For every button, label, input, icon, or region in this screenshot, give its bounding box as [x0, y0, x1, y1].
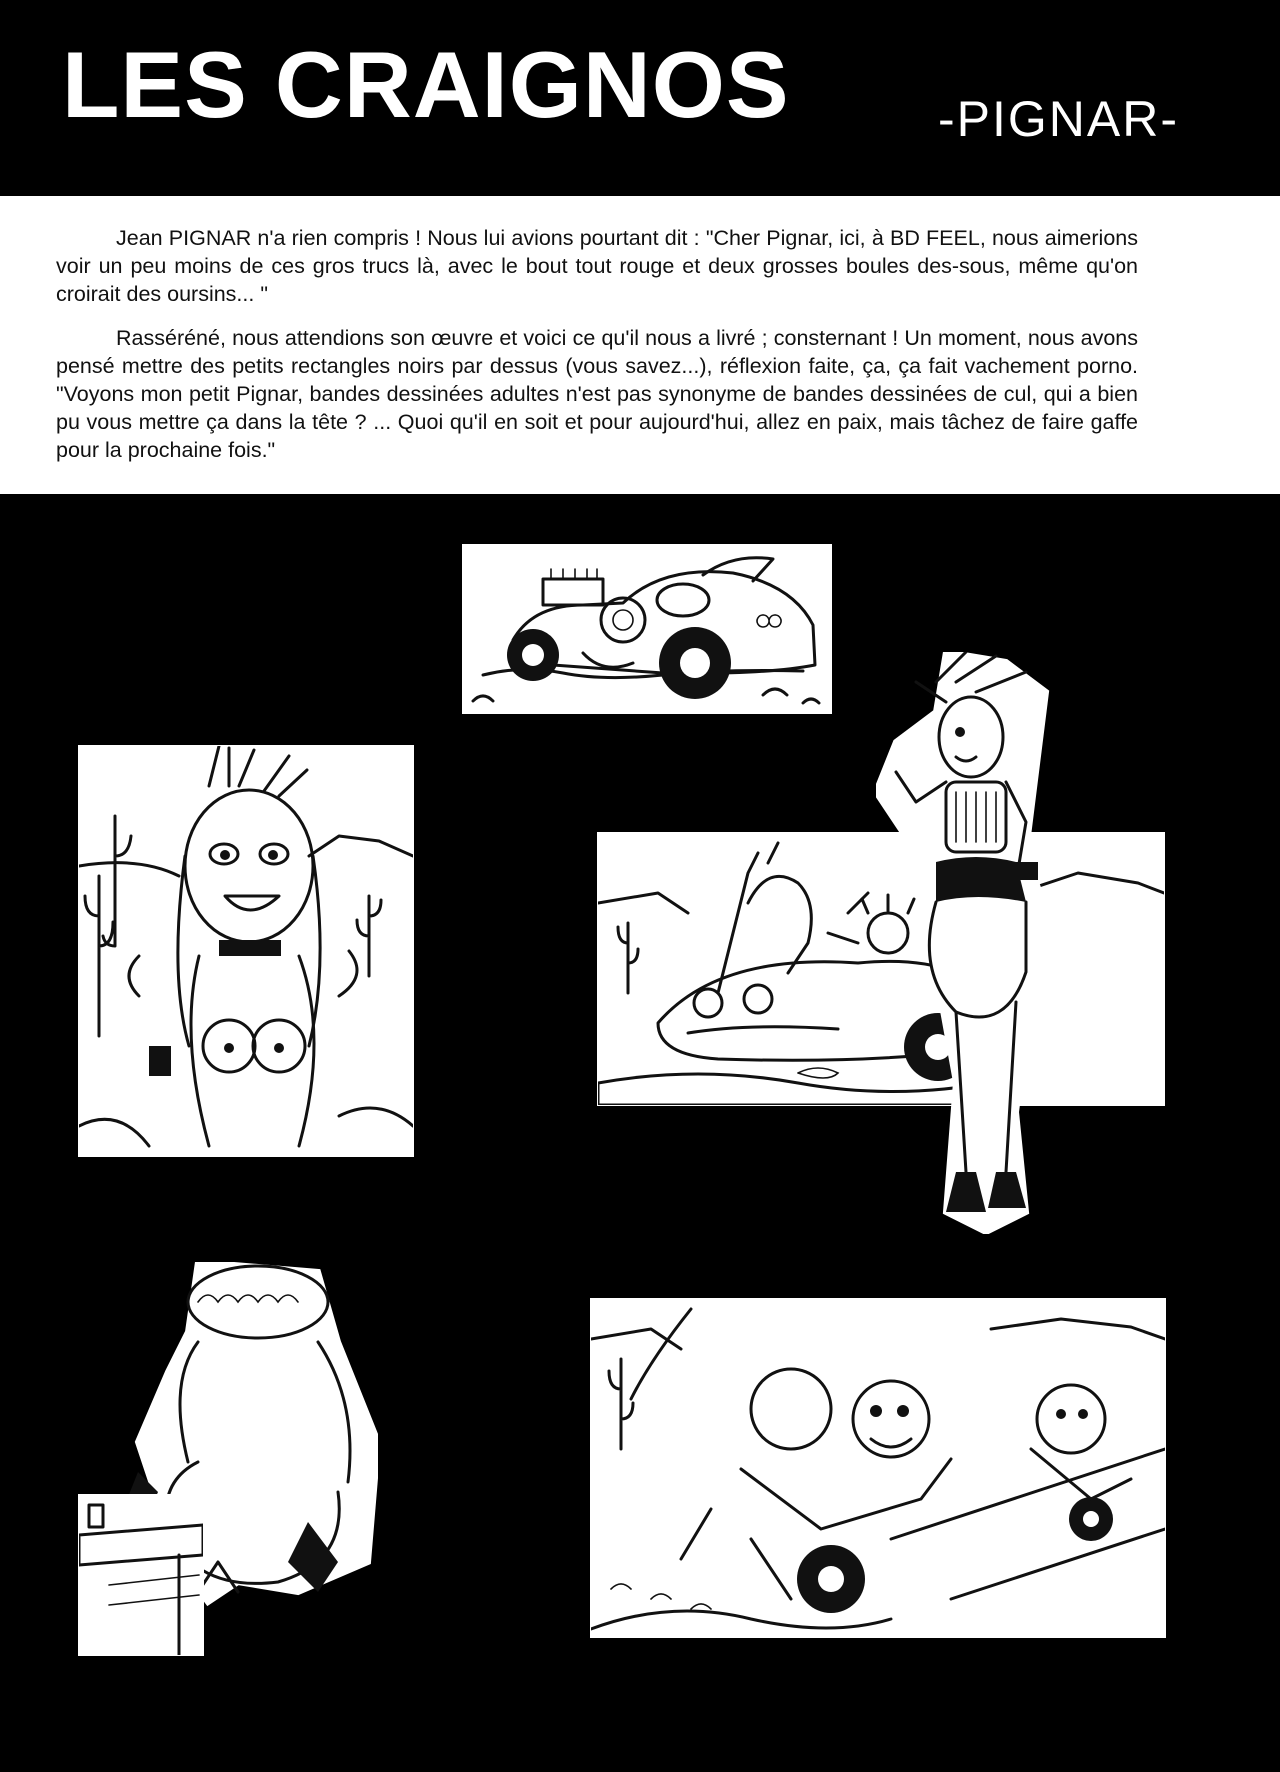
- motorcycle-chase-illustration: [591, 1299, 1165, 1637]
- intro-paragraph-2: Rasséréné, nous attendions son œuvre et voici ce qu'il nous a livré ; consternant ! Un moment, nous avons pensé mettre des petits rectangles noirs par dessus (vous savez...), réflexion faite, ça, ça fait vachement porno. "Voyons mon petit Pignar, bandes dessinées adultes n'est pas synonyme de bandes dessinées de cul, qui a bien pu vous mettre ça dans la tête ? ... Quoi qu'il en soit et pour aujourd'hui, allez en paix, mais tâchez de faire gaffe pour la prochaine fois.": [56, 326, 1138, 462]
- desk-corner-panel: [78, 1494, 204, 1656]
- desk-illustration: [79, 1495, 203, 1655]
- intro-text-block: [0, 196, 1280, 494]
- motorcycle-chase-panel: [590, 1298, 1166, 1638]
- author-name: -PIGNAR-: [938, 91, 1179, 147]
- woman-standing-illustration: [876, 652, 1076, 1234]
- intro-paragraph-1: Jean PIGNAR n'a rien compris ! Nous lui avions pourtant dit : "Cher Pignar, ici, à BD FEEL, nous aimerions voir un peu moins de ces gros trucs là, avec le bout tout rouge et deux grosses boules des-sous, même qu'on croirait des oursins... ": [56, 226, 1138, 306]
- hot-rod-car-panel: [462, 544, 832, 714]
- page-title: LES CRAIGNOS: [62, 32, 790, 137]
- woman-standing-cutout: [876, 652, 1076, 1234]
- punk-woman-illustration: [79, 746, 413, 1156]
- hot-rod-car-illustration: [463, 545, 831, 713]
- header-bar: [0, 0, 1280, 196]
- punk-woman-desert-panel: [78, 745, 414, 1157]
